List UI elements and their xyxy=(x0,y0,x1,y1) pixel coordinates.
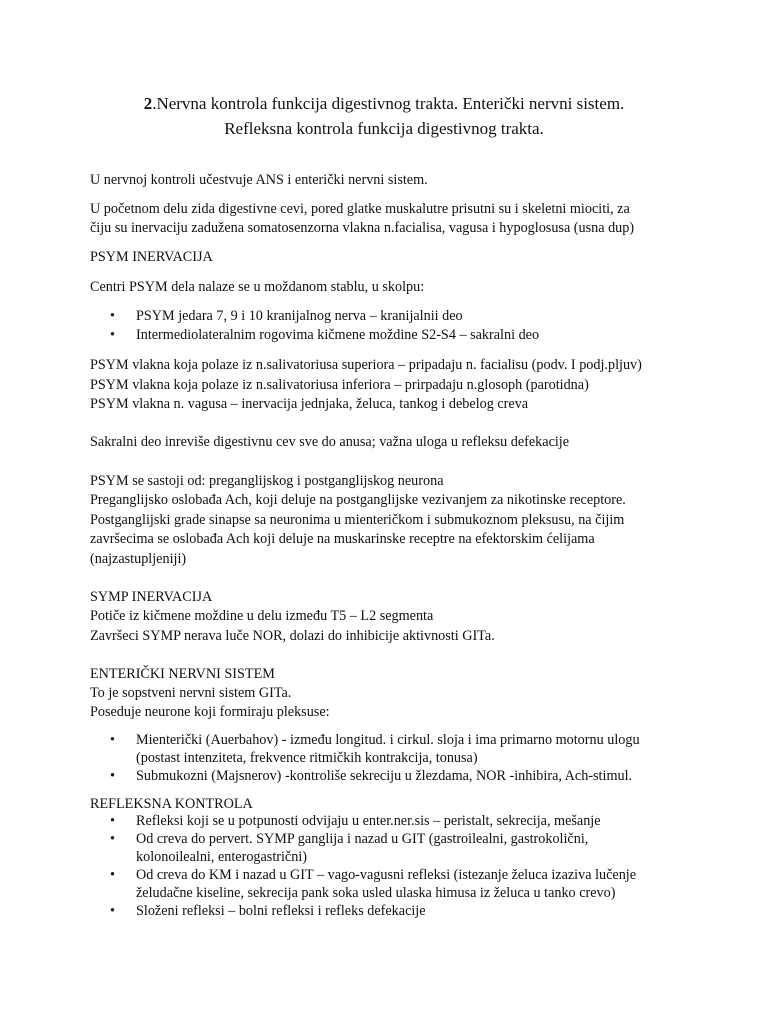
psym-vlakna-1: PSYM vlakna koja polaze iz n.salivatoriusa superiora – pripadaju n. facialisu (podv. I podj.pljuv) xyxy=(90,357,642,373)
psym-centri: Centri PSYM dela nalaze se u moždanom stablu, u skolpu: xyxy=(90,279,425,295)
bullet-glyph: • xyxy=(110,732,115,748)
psym-sastoji-5: (najzastupljeniji) xyxy=(90,551,187,567)
bullet-glyph: • xyxy=(110,867,115,883)
title-number: 2 xyxy=(143,94,153,113)
enteric-heading: ENTERIČKI NERVNI SISTEM xyxy=(90,666,275,682)
bullet-glyph: • xyxy=(110,903,115,919)
intro-paragraph-1: U nervnoj kontroli učestvuje ANS i enterički nervni sistem. xyxy=(90,172,428,188)
psym-vlakna-2: PSYM vlakna koja polaze iz n.salivatoriusa inferiora – prirpadaju n.glosoph (parotidna) xyxy=(90,377,589,393)
bullet-glyph: • xyxy=(110,327,115,343)
refleksna-bullet-2-line2: kolonoilealni, enterogastrični) xyxy=(136,849,307,865)
psym-sakralni: Sakralni deo inreviše digestivnu cev sve do anusa; važna uloga u refleksu defekacije xyxy=(90,434,570,450)
psym-sastoji-2: Preganglijsko oslobađa Ach, koji deluje na postganglijske vezivanjem za nikotinske receptore. xyxy=(90,492,626,508)
bullet-glyph: • xyxy=(110,768,115,784)
enteric-bullet-1-line2: (postast intenziteta, frekvence ritmičkih kontrakcija, tonusa) xyxy=(136,750,478,766)
psym-vlakna-3: PSYM vlakna n. vagusa – inervacija jednjaka, želuca, tankog i debelog creva xyxy=(90,396,529,412)
refleksna-bullet-1-line1: Refleksi koji se u potpunosti odvijaju u enter.ner.sis – peristalt, sekrecija, mešanje xyxy=(136,813,601,829)
document-title-line1 xyxy=(0,93,768,115)
psym-bullet-2: Intermediolateralnim rogovima kičmene moždine S2-S4 – sakralni deo xyxy=(136,327,540,343)
enteric-line-2: Poseduje neurone koji formiraju pleksuse: xyxy=(90,704,330,720)
bullet-glyph: • xyxy=(110,308,115,324)
psym-sastoji-1: PSYM se sastoji od: preganglijskog i postganglijskog neurona xyxy=(90,473,444,489)
psym-heading: PSYM INERVACIJA xyxy=(90,249,213,265)
enteric-bullet-2-line1: Submukozni (Majsnerov) -kontroliše sekreciju u žlezdama, NOR -inhibira, Ach-stimul. xyxy=(136,768,633,784)
intro-paragraph-2-line1: U početnom delu zida digestivne cevi, pored glatke muskalutre prisutni su i skeletni miociti, za xyxy=(90,201,630,217)
refleksna-bullet-2-line1: Od creva do pervert. SYMP ganglija i nazad u GIT (gastroilealni, gastrokolični, xyxy=(136,831,589,847)
enteric-bullet-1-line1: Mienterički (Auerbahov) - između longitud. i cirkul. sloja i ima primarno motornu ulogu xyxy=(136,732,640,748)
bullet-glyph: • xyxy=(110,831,115,847)
document-title-line2: Refleksna kontrola funkcija digestivnog trakta. xyxy=(224,119,544,138)
psym-bullet-1: PSYM jedara 7, 9 i 10 kranijalnog nerva – kranijalnii deo xyxy=(136,308,463,324)
psym-sastoji-3: Postganglijski grade sinapse sa neuronima u mienteričkom i submukoznom pleksusu, na čijim xyxy=(90,512,625,528)
refleksna-heading: REFLEKSNA KONTROLA xyxy=(90,796,253,812)
psym-sastoji-4: završecima se oslobađa Ach koji deluje na muskarinske receptre na efektorskim ćelijama xyxy=(90,531,595,547)
enteric-line-1: To je sopstveni nervni sistem GITa. xyxy=(90,685,292,701)
symp-line-1: Potiče iz kičmene moždine u delu između T5 – L2 segmenta xyxy=(90,608,434,624)
symp-line-2: Završeci SYMP nerava luče NOR, dolazi do inhibicije aktivnosti GITa. xyxy=(90,628,495,644)
intro-paragraph-2-line2: čiju su inervaciju zadužena somatosenzorna vlakna n.facialisa, vagusa i hypoglosusa (usna dup) xyxy=(90,220,635,236)
title-text-1: .Nervna kontrola funkcija digestivnog trakta. Enterički nervni sistem. xyxy=(152,94,625,113)
refleksna-bullet-4-line1: Složeni refleksi – bolni refleksi i refleks defekacije xyxy=(136,903,426,919)
refleksna-bullet-3-line1: Od creva do KM i nazad u GIT – vago-vagusni refleksi (istezanje želuca izaziva lučenje xyxy=(136,867,637,883)
refleksna-bullet-3-line2: želudačne kiseline, sekrecija pank soka usled ulaska himusa iz želuca u tanko crevo) xyxy=(136,885,616,901)
symp-heading: SYMP INERVACIJA xyxy=(90,589,213,605)
bullet-glyph: • xyxy=(110,813,115,829)
